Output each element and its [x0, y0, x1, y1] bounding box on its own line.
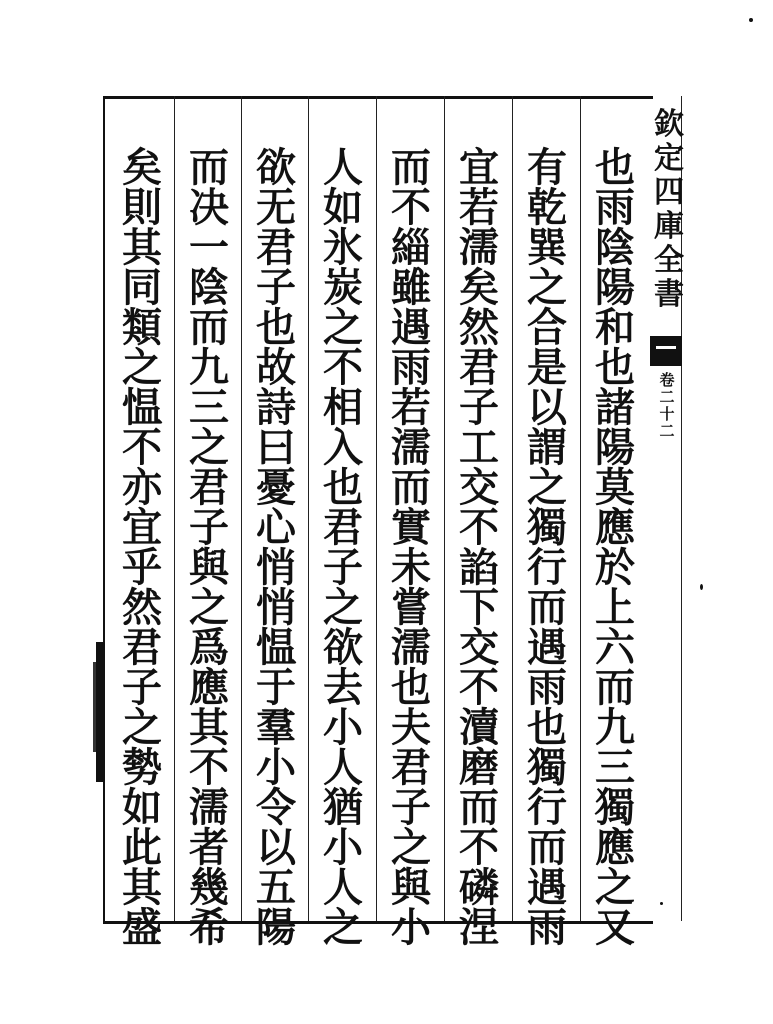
text-char: 君: [391, 744, 431, 791]
text-char: 不: [391, 184, 431, 231]
text-char: 若: [459, 184, 499, 231]
text-char: 愠: [122, 384, 162, 431]
text-char: 與: [391, 864, 431, 911]
text-char: 矣: [459, 264, 499, 311]
text-column-3: [449, 144, 509, 951]
text-char: 入: [323, 424, 363, 471]
margin-title-char: 四: [654, 175, 684, 210]
text-char: 小: [323, 824, 363, 871]
text-char: 合: [527, 304, 567, 351]
margin-title-char: 定: [654, 141, 684, 176]
text-column-2: [517, 144, 577, 951]
text-char: 緇: [391, 224, 431, 271]
text-char: 陽: [256, 904, 296, 951]
text-char: 氷: [323, 224, 363, 271]
text-char: 遇: [527, 864, 567, 911]
text-column-7: [179, 144, 239, 951]
text-char: 之: [527, 264, 567, 311]
column-rule: [580, 96, 581, 921]
text-char: 欲: [256, 144, 296, 191]
text-char: 獨: [595, 784, 635, 831]
text-char: 如: [122, 784, 162, 831]
text-char: 盛: [122, 904, 162, 951]
text-char: 諸: [595, 384, 635, 431]
text-char: 六: [595, 624, 635, 671]
text-char: 其: [189, 704, 229, 751]
fishtail-mark-gap: [656, 346, 676, 349]
text-column-4: [381, 144, 441, 951]
text-char: 有: [527, 144, 567, 191]
text-char: 九: [189, 344, 229, 391]
text-char: 希: [189, 904, 229, 951]
text-char: 若: [391, 384, 431, 431]
text-char: 不: [323, 344, 363, 391]
text-char: 也: [595, 344, 635, 391]
text-char: 濡: [391, 424, 431, 471]
text-char: 獨: [527, 744, 567, 791]
text-char: 而: [391, 464, 431, 511]
text-char: 一: [189, 224, 229, 271]
text-char: 然: [122, 584, 162, 631]
text-char: 矣: [122, 144, 162, 191]
text-char: 子: [323, 544, 363, 591]
text-char: 如: [323, 184, 363, 231]
margin-title-char: 書: [654, 277, 684, 312]
text-char: 遇: [391, 304, 431, 351]
text-char: 悄: [256, 544, 296, 591]
text-char: 嘗: [391, 584, 431, 631]
text-char: 此: [122, 824, 162, 871]
text-char: 陰: [595, 224, 635, 271]
text-char: 夫: [391, 704, 431, 751]
ink-speck: [660, 902, 663, 905]
text-char: 而: [527, 824, 567, 871]
text-char: 幾: [189, 864, 229, 911]
text-char: 又: [595, 904, 635, 951]
text-char: 詩: [256, 384, 296, 431]
text-char: 而: [527, 584, 567, 631]
text-column-1: [585, 144, 645, 951]
margin-volume-char: 卷: [659, 371, 675, 389]
text-char: 猶: [323, 784, 363, 831]
text-char: 子: [459, 384, 499, 431]
text-char: 陰: [189, 264, 229, 311]
text-char: 三: [595, 744, 635, 791]
text-char: 獨: [527, 504, 567, 551]
margin-title-char: 全: [654, 243, 684, 278]
text-char: 子: [189, 504, 229, 551]
binding-edge-mark: [93, 662, 96, 752]
text-char: 諂: [459, 544, 499, 591]
text-char: 君: [122, 624, 162, 671]
text-char: 雨: [527, 904, 567, 951]
text-char: 亦: [122, 464, 162, 511]
text-char: 同: [122, 264, 162, 311]
text-char: 不: [459, 824, 499, 871]
text-char: 之: [323, 584, 363, 631]
text-char: 濡: [459, 224, 499, 271]
margin-book-title: [650, 108, 688, 312]
text-column-8: [112, 144, 172, 951]
text-char: 是: [527, 344, 567, 391]
text-char: 九: [595, 704, 635, 751]
text-char: 而: [189, 304, 229, 351]
text-char: 欲: [323, 624, 363, 671]
text-char: 雨: [527, 664, 567, 711]
text-char: 决: [189, 184, 229, 231]
text-char: 以: [527, 384, 567, 431]
text-char: 小: [323, 704, 363, 751]
text-char: 雨: [391, 344, 431, 391]
margin-volume-char: 二: [659, 388, 675, 406]
margin-volume-char: 二: [659, 422, 675, 440]
text-char: 子: [256, 264, 296, 311]
column-rule: [376, 96, 377, 921]
ink-speck: [700, 584, 703, 590]
text-char: 以: [256, 824, 296, 871]
text-char: 之: [527, 464, 567, 511]
text-column-6: [246, 144, 306, 951]
text-char: 乾: [527, 184, 567, 231]
text-char: 雨: [595, 184, 635, 231]
text-char: 巽: [527, 224, 567, 271]
ink-speck: [749, 18, 753, 22]
column-rule: [308, 96, 309, 921]
text-char: 而: [595, 664, 635, 711]
text-char: 宜: [122, 504, 162, 551]
text-char: 磨: [459, 744, 499, 791]
text-char: 不: [459, 504, 499, 551]
text-char: 宜: [459, 144, 499, 191]
text-char: 也: [323, 464, 363, 511]
text-char: 其: [122, 864, 162, 911]
text-char: 君: [189, 464, 229, 511]
text-char: 子: [391, 784, 431, 831]
text-char: 之: [189, 584, 229, 631]
text-char: 之: [323, 304, 363, 351]
text-char: 瀆: [459, 704, 499, 751]
column-rule: [241, 96, 242, 921]
text-char: 炭: [323, 264, 363, 311]
margin-volume-char: 十: [659, 405, 675, 423]
text-char: 者: [189, 824, 229, 871]
text-char: 悄: [256, 584, 296, 631]
text-char: 應: [595, 504, 635, 551]
text-char: 小: [391, 904, 431, 951]
text-char: 行: [527, 544, 567, 591]
column-rule: [444, 96, 445, 921]
text-char: 之: [122, 344, 162, 391]
text-char: 憂: [256, 464, 296, 511]
text-char: 涅: [459, 904, 499, 951]
margin-title-char: 庫: [654, 209, 684, 244]
text-char: 人: [323, 864, 363, 911]
text-char: 和: [595, 304, 635, 351]
text-char: 與: [189, 544, 229, 591]
text-char: 而: [391, 144, 431, 191]
text-char: 於: [595, 544, 635, 591]
text-char: 无: [256, 184, 296, 231]
text-char: 爲: [189, 624, 229, 671]
text-char: 則: [122, 184, 162, 231]
text-char: 濡: [391, 624, 431, 671]
text-char: 而: [189, 144, 229, 191]
text-char: 也: [256, 304, 296, 351]
text-char: 人: [323, 144, 363, 191]
text-char: 故: [256, 344, 296, 391]
text-char: 雖: [391, 264, 431, 311]
text-char: 君: [323, 504, 363, 551]
text-char: 令: [256, 784, 296, 831]
text-char: 于: [256, 664, 296, 711]
text-char: 上: [595, 584, 635, 631]
text-char: 人: [323, 744, 363, 791]
text-char: 也: [391, 664, 431, 711]
column-rule: [512, 96, 513, 921]
text-char: 也: [527, 704, 567, 751]
text-char: 其: [122, 224, 162, 271]
text-char: 子: [122, 664, 162, 711]
text-char: 然: [459, 304, 499, 351]
text-char: 不: [459, 664, 499, 711]
margin-title-char: 欽: [654, 107, 684, 142]
margin-volume-label: [656, 372, 678, 440]
binding-edge-mark: [96, 642, 105, 782]
text-char: 小: [256, 744, 296, 791]
text-char: 之: [595, 864, 635, 911]
text-char: 工: [459, 424, 499, 471]
text-char: 之: [189, 424, 229, 471]
text-column-5: [313, 144, 373, 951]
text-char: 實: [391, 504, 431, 551]
text-char: 不: [122, 424, 162, 471]
text-char: 君: [459, 344, 499, 391]
text-char: 愠: [256, 624, 296, 671]
text-char: 應: [595, 824, 635, 871]
fishtail-mark: [650, 336, 682, 366]
text-char: 陽: [595, 424, 635, 471]
text-char: 之: [323, 904, 363, 951]
text-char: 三: [189, 384, 229, 431]
text-char: 行: [527, 784, 567, 831]
text-char: 乎: [122, 544, 162, 591]
text-char: 莫: [595, 464, 635, 511]
text-char: 去: [323, 664, 363, 711]
text-char: 類: [122, 304, 162, 351]
text-char: 應: [189, 664, 229, 711]
text-char: 陽: [595, 264, 635, 311]
text-char: 濡: [189, 784, 229, 831]
text-char: 勢: [122, 744, 162, 791]
text-char: 下: [459, 584, 499, 631]
column-rule: [174, 96, 175, 921]
text-char: 心: [256, 504, 296, 551]
text-char: 曰: [256, 424, 296, 471]
text-char: 羣: [256, 704, 296, 751]
text-char: 不: [189, 744, 229, 791]
text-char: 謂: [527, 424, 567, 471]
text-char: 遇: [527, 624, 567, 671]
text-char: 而: [459, 784, 499, 831]
text-char: 君: [256, 224, 296, 271]
text-char: 磷: [459, 864, 499, 911]
text-char: 也: [595, 144, 635, 191]
text-char: 之: [391, 824, 431, 871]
text-char: 未: [391, 544, 431, 591]
text-char: 交: [459, 464, 499, 511]
text-char: 之: [122, 704, 162, 751]
text-char: 相: [323, 384, 363, 431]
text-char: 交: [459, 624, 499, 671]
text-char: 五: [256, 864, 296, 911]
